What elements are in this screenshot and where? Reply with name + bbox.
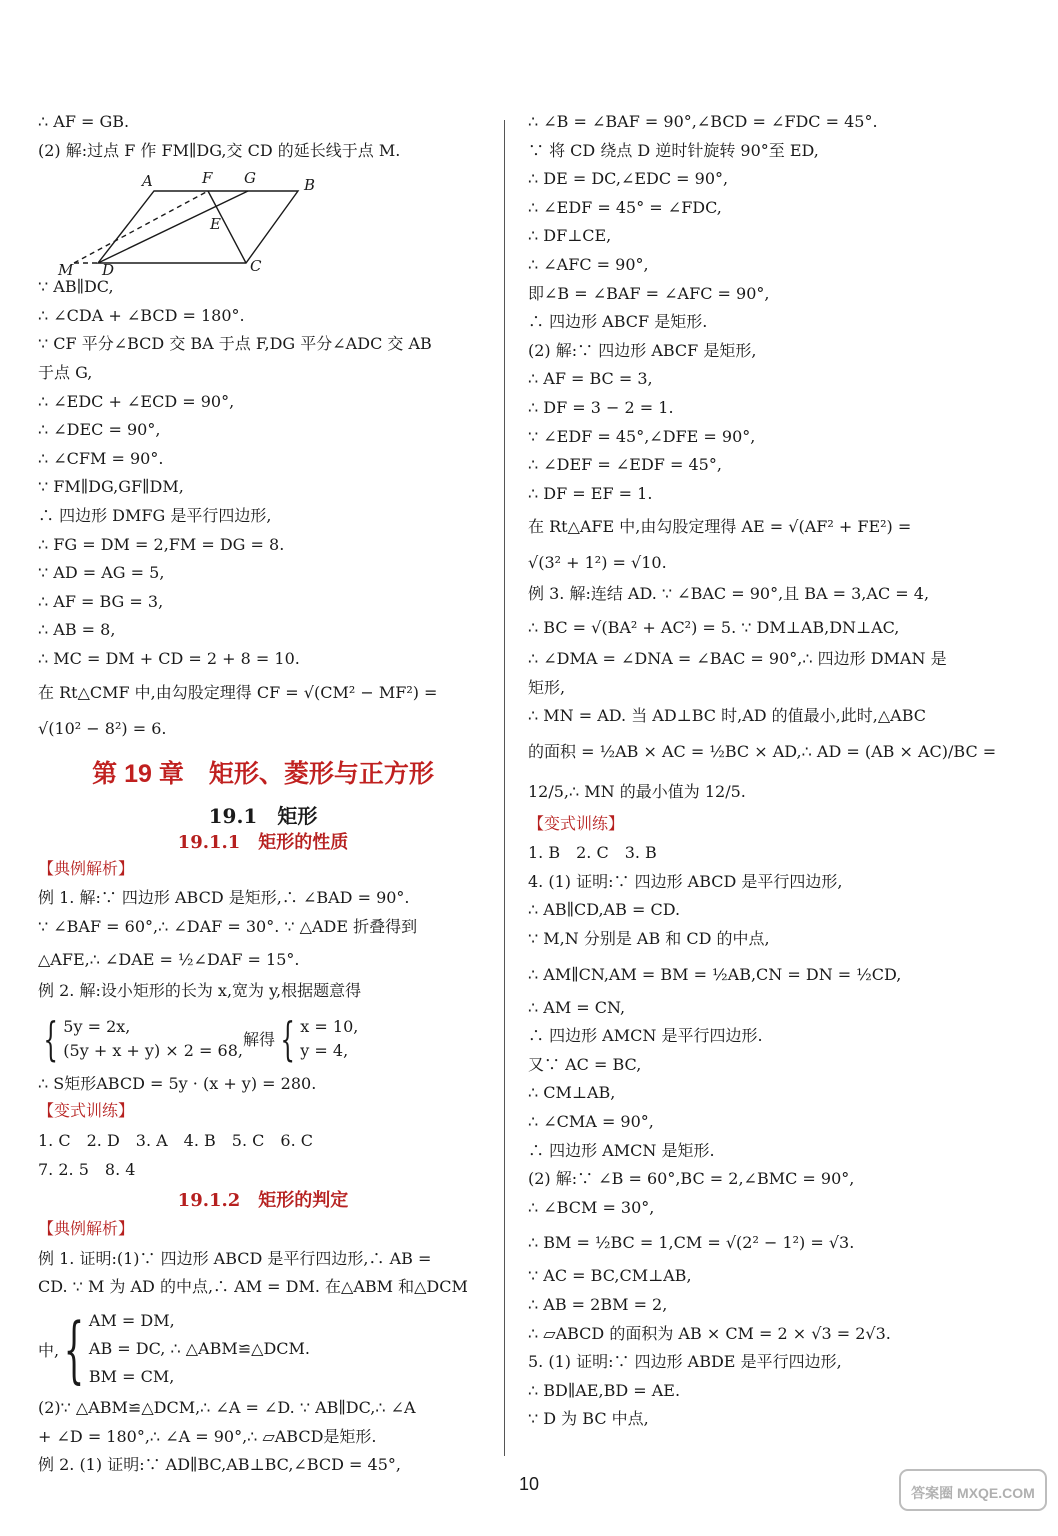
text-line: ∴ AM∥CN,AM = BM = ½AB,CN = DN = ½CD, bbox=[528, 964, 902, 984]
text-line: 12/5,∴ MN 的最小值为 12/5. bbox=[528, 781, 746, 801]
watermark-logo bbox=[898, 1468, 1048, 1532]
text-line: 于点 G, bbox=[38, 362, 93, 382]
text-line: ∴ ∠CMA = 90°, bbox=[528, 1112, 654, 1132]
answer-line: 1. C 2. D 3. A 4. B 5. C 6. C bbox=[38, 1131, 313, 1151]
condition: AM = DM, bbox=[88, 1311, 175, 1331]
text-line: ∴ ∠EDF = 45° = ∠FDC, bbox=[528, 197, 722, 217]
text-line: 例 1. 解:∵ 四边形 ABCD 是矩形,∴ ∠BAD = 90°. bbox=[38, 888, 410, 908]
text-line: ∴ ∠CDA + ∠BCD = 180°. bbox=[38, 305, 245, 325]
segment-dg bbox=[98, 191, 248, 263]
solve-label: 解得 bbox=[242, 1030, 275, 1050]
text-line: ∴ AB = 8, bbox=[38, 620, 116, 640]
text-line: ∴ ∠DMA = ∠DNA = ∠BAC = 90°,∴ 四边形 DMAN 是 bbox=[528, 648, 947, 668]
equation: (5y + x + y) × 2 = 68, bbox=[63, 1040, 243, 1060]
text-line: ∴ 四边形 DMFG 是平行四边形, bbox=[38, 505, 272, 525]
text-line: ∵ FM∥DG,GF∥DM, bbox=[38, 477, 184, 497]
text-line: 4. (1) 证明:∵ 四边形 ABCD 是平行四边形, bbox=[528, 871, 843, 891]
text-line: 例 3. 解:连结 AD. ∵ ∠BAC = 90°,且 BA = 3,AC = 4, bbox=[528, 584, 930, 604]
answer-line: 1. B 2. C 3. B bbox=[528, 843, 657, 863]
text-line: ∵ CF 平分∠BCD 交 BA 于点 F,DG 平分∠ADC 交 AB bbox=[38, 334, 432, 354]
solution: y = 4, bbox=[300, 1040, 349, 1060]
text-line: ∴ ∠AFC = 90°, bbox=[528, 254, 649, 274]
text-line: ∵ ∠BAF = 60°,∴ ∠DAF = 30°. ∵ △ADE 折叠得到 bbox=[38, 916, 418, 936]
text-line: ∴ DF = EF = 1. bbox=[528, 483, 653, 503]
text-line: ∴ 四边形 AMCN 是平行四边形. bbox=[528, 1026, 763, 1046]
text-line: CD. ∵ M 为 AD 的中点,∴ AM = DM. 在△ABM 和△DCM bbox=[38, 1277, 468, 1297]
chapter-title: 第 19 章 矩形、菱形与正方形 bbox=[92, 759, 434, 788]
text-line: (2) 解:过点 F 作 FM∥DG,交 CD 的延长线于点 M. bbox=[38, 140, 401, 160]
text-line: ∵ AD = AG = 5, bbox=[38, 563, 165, 583]
text-line: ∴ AM = CN, bbox=[528, 997, 626, 1017]
text-line: (2) 解:∵ ∠B = 60°,BC = 2,∠BMC = 90°, bbox=[528, 1169, 855, 1189]
text-fragment: 中, bbox=[38, 1340, 60, 1360]
text-line: ∴ AB = 2BM = 2, bbox=[528, 1295, 668, 1314]
congruence-system bbox=[38, 1306, 488, 1392]
text-line: ∴ ∠CFM = 90°. bbox=[38, 448, 164, 468]
subsection-title: 19.1.2 矩形的判定 bbox=[177, 1190, 349, 1212]
text-line: ∴ AF = BG = 3, bbox=[38, 591, 164, 611]
parallelogram-abcd bbox=[98, 191, 298, 263]
text-line: (2)∵ △ABM≌△DCM,∴ ∠A = ∠D. ∵ AB∥DC,∴ ∠A bbox=[38, 1398, 416, 1418]
tag-practice: 【变式训练】 bbox=[38, 1103, 135, 1121]
label-c: C bbox=[250, 257, 262, 276]
text-line: 在 Rt△CMF 中,由勾股定理得 CF = √(CM² − MF²) = bbox=[38, 682, 438, 702]
text-line: △AFE,∴ ∠DAE = ½∠DAF = 15°. bbox=[38, 950, 300, 970]
text-line: ∴ ∠B = ∠BAF = 90°,∠BCD = ∠FDC = 45°. bbox=[528, 112, 878, 131]
text-line: √(3² + 1²) = √10. bbox=[528, 553, 667, 573]
tag-practice: 【变式训练】 bbox=[528, 815, 625, 833]
text-line: 即∠B = ∠BAF = ∠AFC = 90°, bbox=[528, 283, 770, 303]
text-line: ∴ ∠EDC + ∠ECD = 90°, bbox=[38, 391, 235, 411]
text-line: √(10² − 8²) = 6. bbox=[38, 718, 167, 738]
text-line: ∴ ▱ABCD 的面积为 AB × CM = 2 × √3 = 2√3. bbox=[528, 1323, 891, 1343]
brace-icon: { bbox=[43, 1011, 58, 1066]
text-line: ∵ AC = BC,CM⊥AB, bbox=[528, 1266, 692, 1286]
text-line: 例 2. 解:设小矩形的长为 x,宽为 y,根据题意得 bbox=[38, 981, 362, 1001]
text-line: 例 1. 证明:(1)∵ 四边形 ABCD 是平行四边形,∴ AB = bbox=[38, 1248, 432, 1268]
text-line: ∴ DF⊥CE, bbox=[528, 226, 612, 246]
text-line: ∴ ∠DEC = 90°, bbox=[38, 420, 161, 440]
text-line: ∵ D 为 BC 中点, bbox=[528, 1409, 649, 1429]
watermark-text: 答案圈 MXQE.COM bbox=[911, 1485, 1035, 1501]
equation: 5y = 2x, bbox=[63, 1016, 131, 1036]
text-line: ∴ MN = AD. 当 AD⊥BC 时,AD 的值最小,此时,△ABC bbox=[528, 706, 926, 726]
label-a: A bbox=[142, 172, 153, 191]
section-title: 19.1 矩形 bbox=[208, 803, 318, 828]
text-line: 5. (1) 证明:∵ 四边形 ABDE 是平行四边形, bbox=[528, 1352, 842, 1372]
text-line: ∴ BM = ½BC = 1,CM = √(2² − 1²) = √3. bbox=[528, 1233, 855, 1253]
text-line: ∴ MC = DM + CD = 2 + 8 = 10. bbox=[38, 648, 300, 668]
text-line: ∴ DF = 3 − 2 = 1. bbox=[528, 397, 674, 417]
label-d: D bbox=[102, 261, 115, 280]
text-line: ∴ AF = BC = 3, bbox=[528, 369, 653, 389]
column-divider bbox=[504, 120, 505, 1456]
segment-mf bbox=[74, 191, 208, 263]
text-line: ∴ 四边形 AMCN 是矩形. bbox=[528, 1140, 715, 1160]
text-line: (2) 解:∵ 四边形 ABCF 是矩形, bbox=[528, 340, 757, 360]
text-line: ∵ 将 CD 绕点 D 逆时针旋转 90°至 ED, bbox=[528, 140, 819, 160]
text-line: ∵ ∠EDF = 45°,∠DFE = 90°, bbox=[528, 426, 756, 446]
label-e: E bbox=[210, 215, 221, 234]
page-number: 10 bbox=[518, 1474, 540, 1494]
equation-system bbox=[38, 1010, 488, 1068]
parallelogram-figure bbox=[58, 169, 358, 280]
text-line: 的面积 = ½AB × AC = ½BC × AD,∴ AD = (AB × AC)/BC = bbox=[528, 741, 997, 761]
condition: AB = DC, ∴ △ABM≌△DCM. bbox=[88, 1339, 310, 1359]
label-m: M bbox=[58, 261, 74, 280]
tag-example: 【典例解析】 bbox=[38, 860, 135, 878]
brace-icon: { bbox=[63, 1307, 85, 1392]
text-line: ∴ BD∥AE,BD = AE. bbox=[528, 1380, 681, 1400]
text-line: + ∠D = 180°,∴ ∠A = 90°,∴ ▱ABCD是矩形. bbox=[38, 1426, 377, 1446]
text-line: 又∵ AC = BC, bbox=[528, 1054, 642, 1074]
label-f: F bbox=[202, 169, 213, 188]
text-line: ∴ DE = DC,∠EDC = 90°, bbox=[528, 169, 729, 189]
text-line: ∴ FG = DM = 2,FM = DG = 8. bbox=[38, 534, 285, 554]
solution: x = 10, bbox=[300, 1016, 359, 1036]
tag-example: 【典例解析】 bbox=[38, 1221, 135, 1239]
text-line: ∴ 四边形 ABCF 是矩形. bbox=[528, 312, 708, 332]
left-column bbox=[38, 112, 488, 1484]
text-line: ∴ AB∥CD,AB = CD. bbox=[528, 900, 681, 920]
text-line: ∵ M,N 分别是 AB 和 CD 的中点, bbox=[528, 929, 770, 949]
label-b: B bbox=[304, 176, 316, 195]
label-g: G bbox=[244, 169, 256, 188]
text-line: 例 2. (1) 证明:∵ AD∥BC,AB⊥BC,∠BCD = 45°, bbox=[38, 1455, 401, 1475]
text-line: ∴ ∠DEF = ∠EDF = 45°, bbox=[528, 455, 722, 475]
answer-line: 7. 2. 5 8. 4 bbox=[38, 1159, 136, 1179]
text-line: ∵ AB∥DC, bbox=[38, 277, 114, 297]
text-line: 在 Rt△AFE 中,由勾股定理得 AE = √(AF² + FE²) = bbox=[528, 517, 912, 537]
text-line: ∴ BC = √(BA² + AC²) = 5. ∵ DM⊥AB,DN⊥AC, bbox=[528, 617, 900, 637]
subsection-title: 19.1.1 矩形的性质 bbox=[177, 831, 349, 853]
text-line: ∴ CM⊥AB, bbox=[528, 1083, 616, 1103]
text-line: 矩形, bbox=[528, 677, 566, 697]
right-column bbox=[528, 112, 997, 1438]
brace-icon: { bbox=[280, 1011, 295, 1066]
text-line: ∴ AF = GB. bbox=[38, 112, 130, 131]
condition: BM = CM, bbox=[88, 1367, 175, 1387]
text-line: ∴ S矩形ABCD = 5y · (x + y) = 280. bbox=[38, 1073, 317, 1093]
text-line: ∴ ∠BCM = 30°, bbox=[528, 1197, 655, 1217]
